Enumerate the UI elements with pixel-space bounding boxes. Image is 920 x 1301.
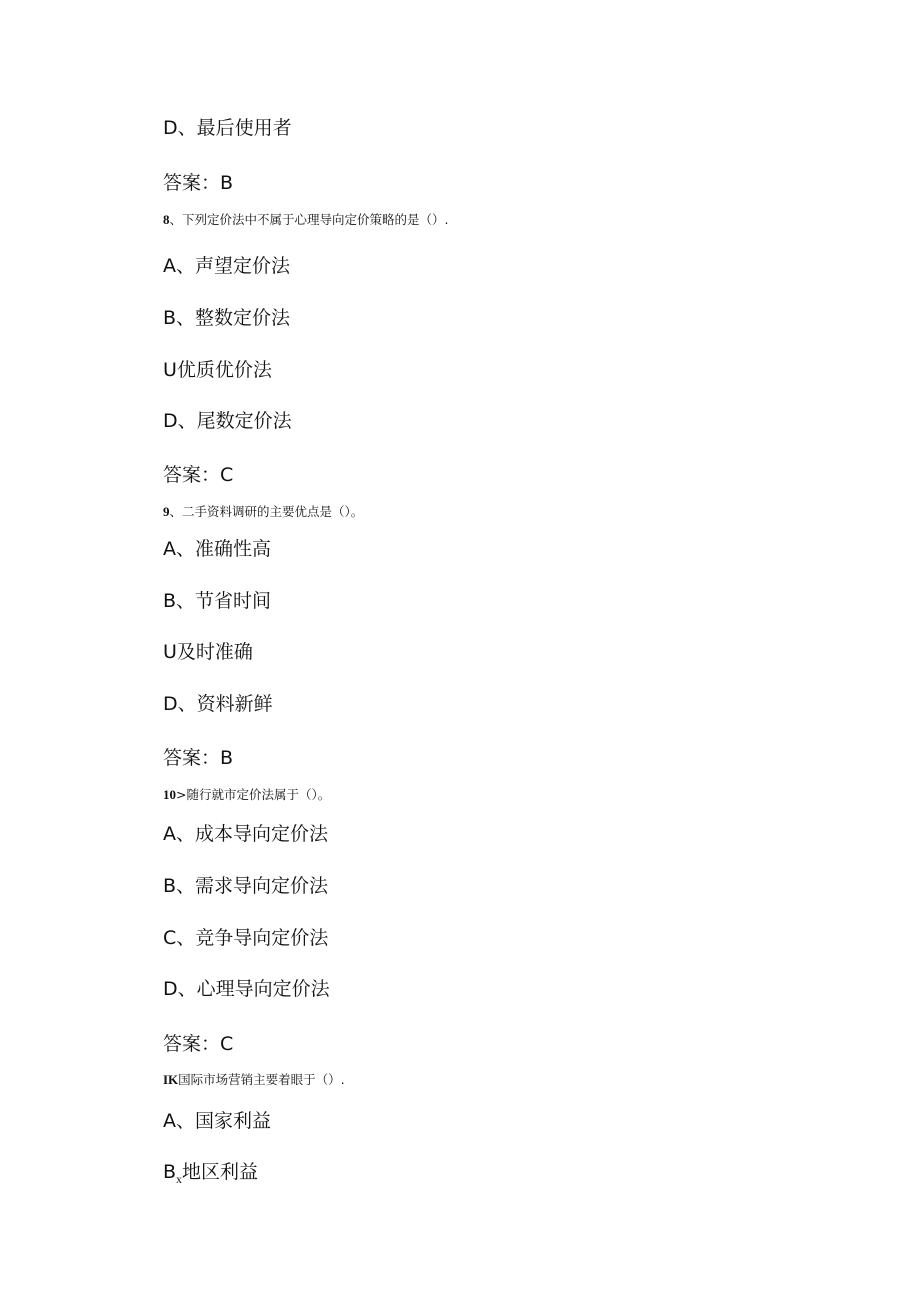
question-number: 8 xyxy=(163,212,170,227)
answer-line: 答案：B xyxy=(163,172,234,194)
question-text: 、下列定价法中不属于心理导向定价策略的是（）. xyxy=(169,212,449,227)
option-letter: B xyxy=(163,1161,177,1183)
option-a: A、声望定价法 xyxy=(163,255,290,277)
option-subscript: x xyxy=(176,1171,183,1186)
option-a: A、成本导向定价法 xyxy=(163,823,328,845)
option-text: 地区利益 xyxy=(182,1161,259,1183)
question-number: 9 xyxy=(163,504,170,519)
answer-line: 答案：B xyxy=(163,747,234,769)
option-c: U优质优价法 xyxy=(163,359,272,381)
option-c: U及时准确 xyxy=(163,641,253,663)
question-11 xyxy=(163,1073,345,1087)
question-text: 国际市场营销主要着眼于（）. xyxy=(178,1072,345,1087)
question-text: >随行就市定价法属于（）。 xyxy=(176,787,331,802)
option-b xyxy=(163,1163,258,1185)
option-d: D、最后使用者 xyxy=(163,117,292,139)
answer-line: 答案：C xyxy=(163,464,234,486)
answer-line: 答案：C xyxy=(163,1033,234,1055)
question-number: 10 xyxy=(163,787,176,802)
option-d: D、心理导向定价法 xyxy=(163,978,330,1000)
question-number: IK xyxy=(163,1072,179,1087)
option-b: B、需求导向定价法 xyxy=(163,875,329,897)
option-a: A、国家利益 xyxy=(163,1110,271,1132)
option-b: B、整数定价法 xyxy=(163,307,291,329)
question-text: 、二手资料调研的主要优点是（）。 xyxy=(169,504,364,519)
option-c: C、竞争导向定价法 xyxy=(163,927,329,949)
question-8 xyxy=(163,213,448,227)
option-b: B、节省时间 xyxy=(163,590,272,612)
option-a: A、准确性高 xyxy=(163,538,271,560)
question-9 xyxy=(163,505,363,519)
option-d: D、尾数定价法 xyxy=(163,410,292,432)
question-10 xyxy=(163,788,330,802)
option-d: D、资料新鲜 xyxy=(163,693,273,715)
